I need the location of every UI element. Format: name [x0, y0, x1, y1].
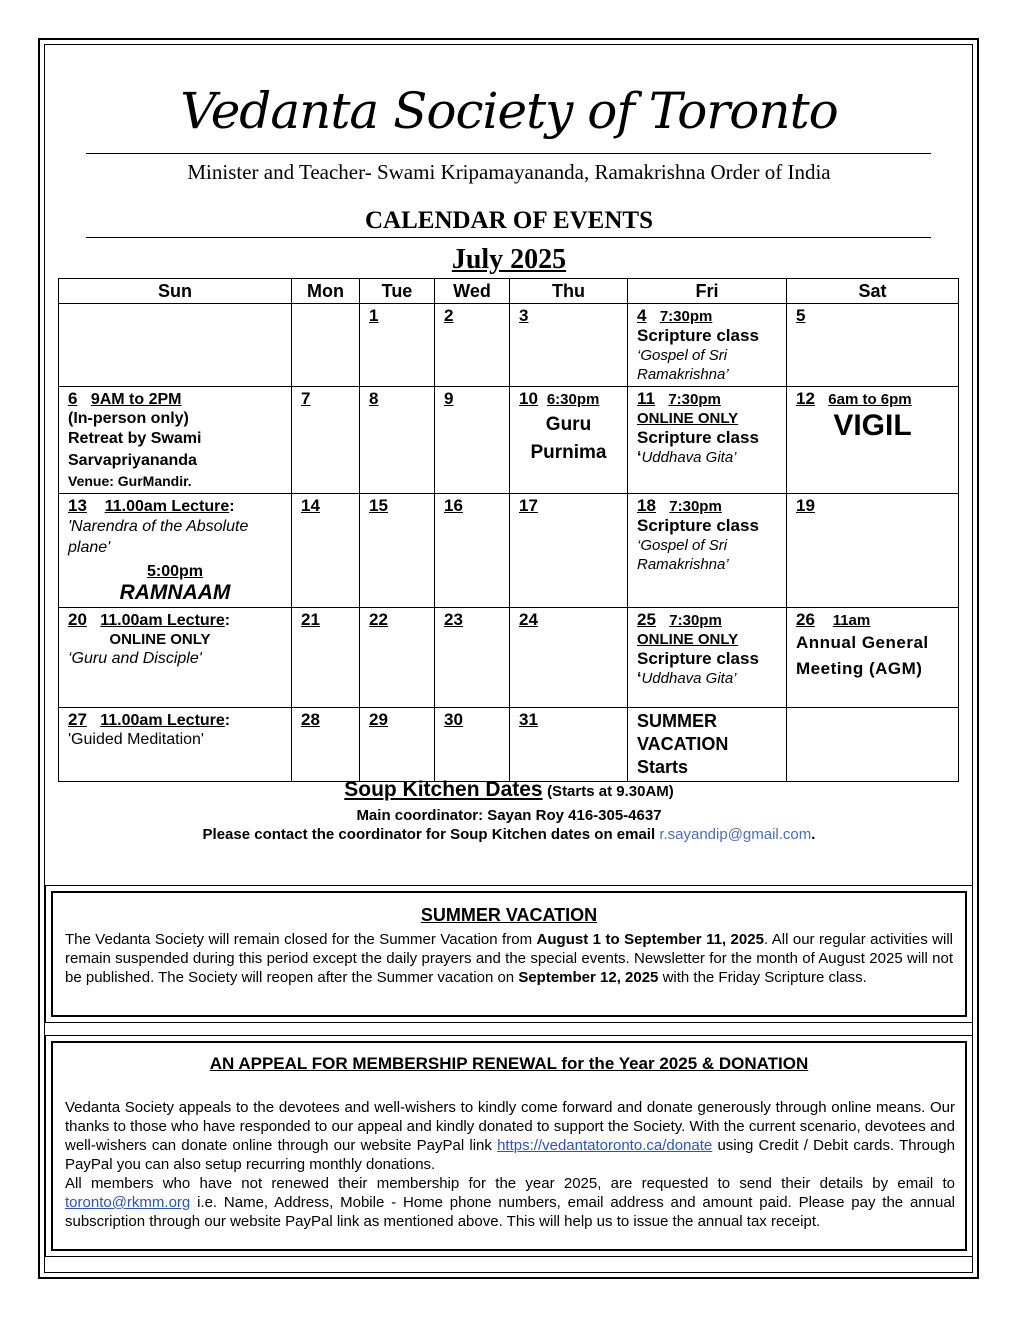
summer-vacation-box: [51, 891, 967, 1017]
colon: :: [224, 712, 231, 729]
day-cell-13: [59, 494, 292, 608]
event-name: Scripture class: [637, 649, 759, 668]
day-number: 26: [796, 610, 815, 629]
day-cell-25: [628, 608, 787, 708]
day-number: 27: [68, 710, 87, 729]
day-number: 31: [519, 710, 538, 729]
day-header-sat: Sat: [787, 279, 959, 304]
day-number: 23: [444, 610, 463, 629]
day-cell-18: [628, 494, 787, 608]
day-number: 24: [519, 610, 538, 629]
day-cell-16: [435, 494, 510, 608]
reopen-date-bold: September 12, 2025: [518, 969, 659, 986]
event-name: Annual General Meeting (AGM): [796, 633, 929, 678]
event-title: 'Guided Meditation': [68, 731, 204, 748]
event-time: 7:30pm: [659, 308, 713, 325]
week-row-2: [59, 387, 959, 494]
day-cell-29: [360, 708, 435, 782]
day-cell-empty: [787, 708, 959, 782]
title-rule: [86, 153, 931, 154]
day-number: 5: [796, 306, 806, 325]
day-header-mon: Mon: [292, 279, 360, 304]
day-number: 18: [637, 496, 656, 515]
event-time: 6am to 6pm: [828, 391, 912, 408]
day-number: 6: [68, 389, 78, 408]
week-row-1: [59, 304, 959, 387]
day-number: 2: [444, 306, 454, 325]
day-cell-10: [510, 387, 628, 494]
day-number: 28: [301, 710, 320, 729]
day-cell-2: [435, 304, 510, 387]
text-segment: with the Friday Scripture class.: [658, 969, 867, 986]
week-row-3: [59, 494, 959, 608]
day-number: 7: [301, 389, 311, 408]
week-row-5: [59, 708, 959, 782]
soup-email-link[interactable]: r.sayandip@gmail.com: [659, 826, 812, 843]
appeal-title: AN APPEAL FOR MEMBERSHIP RENEWAL for the Year 2025 & DONATION: [209, 1054, 809, 1073]
event-name: Retreat by Swami Sarvapriyananda: [68, 430, 202, 469]
day-cell-7: [292, 387, 360, 494]
day-cell-24: [510, 608, 628, 708]
online-only-label: ONLINE ONLY: [637, 410, 739, 427]
day-cell-3: [510, 304, 628, 387]
page-title: Vedanta Society of Toronto: [180, 82, 838, 140]
day-number: 11: [637, 389, 655, 408]
event-name: SUMMER VACATION Starts: [637, 711, 729, 777]
day-number: 16: [444, 496, 463, 515]
colon: :: [229, 498, 235, 515]
event-note: Uddhava Gita’: [641, 670, 737, 687]
day-cell-12: [787, 387, 959, 494]
day-cell-27: [59, 708, 292, 782]
day-number: 14: [301, 496, 320, 515]
day-number: 20: [68, 610, 87, 629]
soup-coordinator: Main coordinator: Sayan Roy 416-305-4637: [356, 807, 662, 824]
minister-line: Minister and Teacher- Swami Kripamayananda, Ramakrishna Order of India: [187, 160, 831, 184]
event-time: 7:30pm: [668, 391, 721, 408]
online-only-label: ONLINE ONLY: [109, 631, 211, 648]
appeal-box: [51, 1041, 967, 1251]
day-number: 22: [369, 610, 388, 629]
event-time: 11.00am Lecture: [100, 712, 225, 729]
day-cell-11: [628, 387, 787, 494]
event-note: ‘Gospel of Sri Ramakrishna’: [637, 537, 729, 573]
day-cell-30: [435, 708, 510, 782]
text-segment: All members who have not renewed their membership for the year 2025, are requested to send their details by email to: [65, 1175, 955, 1192]
day-cell-14: [292, 494, 360, 608]
text-segment: using Credit / Debit cards. Through PayPal you can also setup recurring monthly donations.: [65, 1137, 955, 1173]
day-number: 8: [369, 389, 379, 408]
day-cell-21: [292, 608, 360, 708]
soup-kitchen-title: Soup Kitchen Dates: [344, 778, 543, 801]
event-time: 9AM to 2PM: [90, 391, 182, 408]
event-time: 6:30pm: [546, 391, 600, 408]
period: .: [811, 826, 816, 843]
day-header-fri: Fri: [628, 279, 787, 304]
event-name: Scripture class: [637, 326, 759, 345]
day-number: 1: [369, 306, 379, 325]
day-number: 21: [301, 610, 320, 629]
event-time: 11am: [832, 612, 871, 629]
colon: :: [224, 612, 231, 629]
quote-mark: ‘: [637, 670, 642, 687]
day-cell-1: [360, 304, 435, 387]
day-number: 3: [519, 306, 529, 325]
day-cell-20: [59, 608, 292, 708]
day-cell-8: [360, 387, 435, 494]
text-segment: Vedanta Society appeals to the devotees and well-wishers to kindly come forward and donate generously through online means. Our thanks to those who have responded to our appeal and kindly donated to support the Society. With the current scenario, devotees and well-wishers can donate online through our website PayPal link: [65, 1099, 955, 1154]
day-number: 10: [519, 389, 538, 408]
day-header-sun: Sun: [59, 279, 292, 304]
event-note: (In-person only): [68, 410, 189, 427]
dates-bold: August 1 to September 11, 2025: [536, 931, 764, 948]
day-cell-5: [787, 304, 959, 387]
event-title: 'Narendra of the Absolute plane': [68, 518, 249, 556]
calendar-table: [58, 278, 959, 782]
event-name: Scripture class: [637, 428, 759, 447]
day-cell-19: [787, 494, 959, 608]
day-number: 15: [369, 496, 388, 515]
heading-rule: [86, 237, 931, 238]
event-name: RAMNAAM: [119, 581, 231, 604]
day-number: 9: [444, 389, 454, 408]
summer-vacation-title: SUMMER VACATION: [420, 905, 598, 925]
day-cell-23: [435, 608, 510, 708]
summer-vacation-text: [65, 930, 953, 987]
event-name: Scripture class: [637, 516, 759, 535]
day-cell-empty: [59, 304, 292, 387]
day-cell-22: [360, 608, 435, 708]
soup-contact-text: Please contact the coordinator for Soup Kitchen dates on email: [202, 826, 660, 843]
appeal-text: [65, 1098, 955, 1231]
event-note: ‘Gospel of Sri Ramakrishna’: [637, 347, 729, 383]
day-header-thu: Thu: [510, 279, 628, 304]
day-cell-17: [510, 494, 628, 608]
online-only-label: ONLINE ONLY: [637, 631, 739, 648]
soup-kitchen-start: (Starts at 9.30AM): [547, 783, 674, 800]
event-time: 7:30pm: [669, 498, 722, 515]
day-number: 30: [444, 710, 463, 729]
text-segment: The Vedanta Society will remain closed for the Summer Vacation from: [65, 931, 537, 948]
day-number: 12: [796, 389, 815, 408]
event-time: 11.00am Lecture: [100, 612, 225, 629]
day-cell-15: [360, 494, 435, 608]
email-link[interactable]: toronto@rkmm.org: [65, 1194, 191, 1211]
event-name: VIGIL: [833, 409, 912, 442]
event-time: 11.00am Lecture: [104, 498, 230, 515]
day-cell-empty: [292, 304, 360, 387]
month-title: July 2025: [451, 244, 567, 275]
day-cell-31: [510, 708, 628, 782]
week-row-4: [59, 608, 959, 708]
day-number: 17: [519, 496, 538, 515]
event-time: 5:00pm: [146, 563, 204, 580]
day-header-tue: Tue: [360, 279, 435, 304]
day-number: 29: [369, 710, 388, 729]
calendar-heading: CALENDAR OF EVENTS: [364, 207, 653, 234]
text-segment: i.e. Name, Address, Mobile - Home phone numbers, email address and amount paid. Please pay the annual subscription through our website PayPal link as mentioned above. This will help us to issue the annual tax receipt.: [65, 1194, 955, 1230]
calendar-header-row: [59, 279, 959, 304]
donate-link[interactable]: https://vedantatoronto.ca/donate: [497, 1137, 713, 1154]
day-cell-28: [292, 708, 360, 782]
day-number: 13: [68, 496, 87, 515]
event-time: 7:30pm: [669, 612, 722, 629]
text-segment: . All our regular activities will remain suspended during this period except the daily prayers and the special events. Newsletter for the month of August 2025 will not be published. The Society will reopen after the Summer vacation on: [65, 931, 953, 986]
quote-mark: ‘: [637, 449, 642, 466]
day-cell-6: [59, 387, 292, 494]
day-cell-4: [628, 304, 787, 387]
event-name: Guru Purnima: [530, 414, 607, 463]
day-number: 25: [637, 610, 656, 629]
day-cell-26: [787, 608, 959, 708]
event-title: ‘Guru and Disciple': [68, 650, 202, 667]
day-header-wed: Wed: [435, 279, 510, 304]
day-cell-9: [435, 387, 510, 494]
event-venue: Venue: GurMandir.: [68, 473, 192, 489]
soup-contact: [0, 826, 1018, 843]
soup-kitchen-heading: [0, 778, 1018, 802]
day-number: 19: [796, 496, 815, 515]
event-note: Uddhava Gita’: [641, 449, 737, 466]
day-number: 4: [637, 306, 647, 325]
summer-vacation-cell: [628, 708, 787, 782]
